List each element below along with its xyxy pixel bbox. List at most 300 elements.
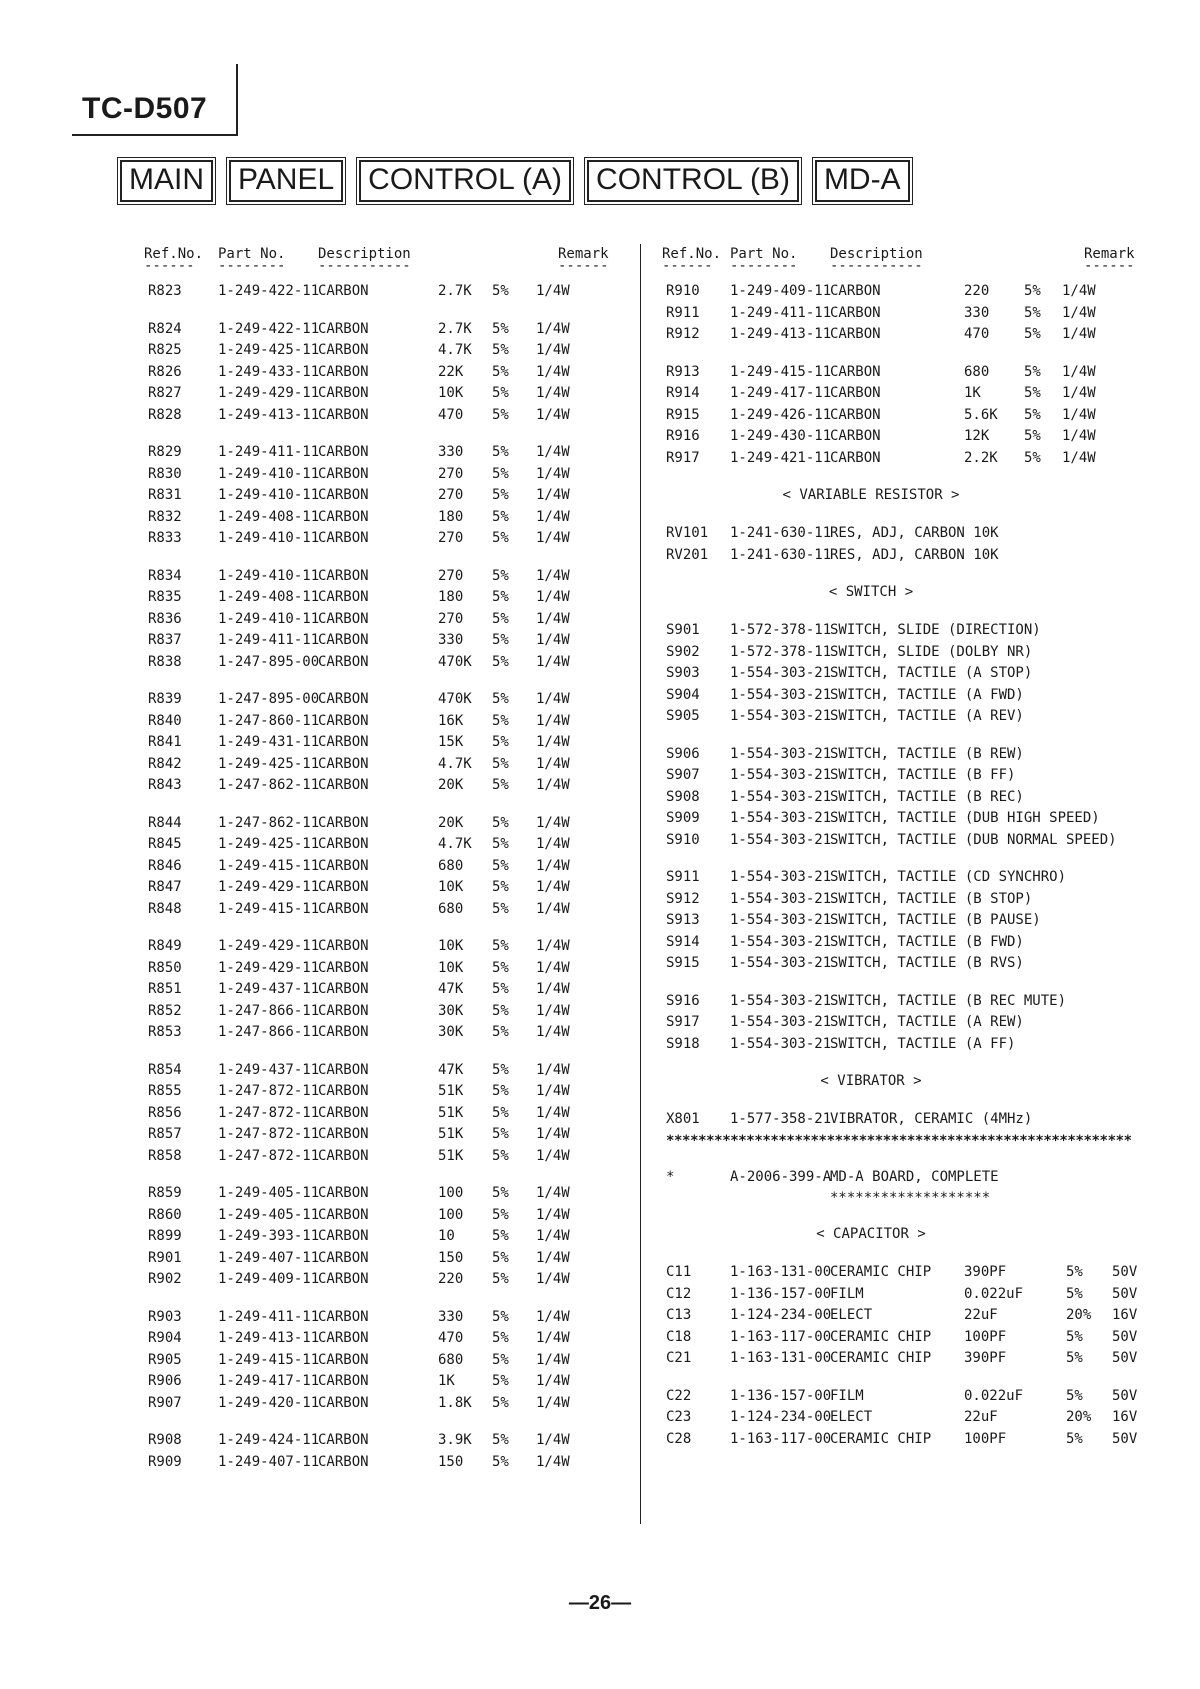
value: 1K [438, 1373, 455, 1389]
tolerance: 5% [1066, 1430, 1083, 1447]
table-row [148, 342, 618, 364]
row-group [148, 444, 618, 552]
remark: 1/4W [536, 900, 570, 917]
table-row [666, 708, 1136, 730]
tolerance: 5% [492, 814, 509, 831]
remark: 1/4W [536, 814, 570, 831]
table-row [148, 1083, 618, 1105]
table-row [148, 444, 618, 466]
table-row [666, 1329, 1136, 1351]
table-row [666, 746, 1136, 768]
tolerance: 5% [492, 857, 509, 874]
remark: 1/4W [536, 487, 570, 503]
part-no: 1-249-433-11 [218, 363, 320, 380]
part-no: 1-249-415-11 [218, 1351, 320, 1368]
description: CERAMIC CHIP [830, 1430, 932, 1447]
tolerance: 5% [492, 1351, 509, 1368]
table-row [666, 1036, 1136, 1058]
description: CARBON [318, 1271, 369, 1287]
tolerance: 5% [492, 342, 509, 358]
part-no: 1-554-303-21 [730, 992, 832, 1009]
value: 100 [438, 1206, 464, 1223]
table-row [148, 815, 618, 837]
table-row [148, 691, 618, 713]
description: CARBON [830, 363, 881, 380]
table-row [148, 487, 618, 509]
ref-no: S915 [666, 955, 700, 971]
remark: 1/4W [1062, 363, 1096, 380]
ref-no: S912 [666, 890, 700, 907]
description: CARBON [318, 508, 369, 525]
header-desc-right: Description [830, 246, 923, 262]
value: 180 [438, 589, 464, 605]
part-no: 1-249-415-11 [730, 363, 832, 380]
remark: 1/4W [1062, 385, 1096, 401]
row-group [666, 622, 1136, 730]
part-no: 1-249-430-11 [730, 428, 832, 444]
separator-stars: ********************************************************** [666, 1132, 1132, 1149]
description: CARBON [318, 1308, 369, 1325]
ref-no: S910 [666, 831, 700, 848]
description: CARBON [318, 1249, 369, 1266]
remark: 1/4W [536, 734, 570, 750]
table-row [666, 832, 1136, 854]
table-row [148, 1352, 618, 1374]
table-row [666, 1409, 1136, 1431]
rule-desc: ----------- [318, 258, 411, 274]
description: CARBON [318, 1432, 369, 1448]
value: 16K [438, 712, 464, 729]
table-row [148, 283, 618, 305]
rule-remark-right: ------ [1084, 258, 1135, 274]
tolerance: 5% [492, 567, 509, 584]
remark: 1/4W [536, 385, 570, 401]
description: SWITCH, TACTILE (B FF) [830, 767, 1016, 783]
remark: 1/4W [536, 755, 570, 772]
remark: 1/4W [536, 959, 570, 976]
part-no: 1-247-872-11 [218, 1104, 320, 1121]
ref-no: R859 [148, 1185, 182, 1201]
section-capacitor: < CAPACITOR > [816, 1226, 926, 1242]
section-switch: < SWITCH > [828, 584, 914, 600]
voltage: 50V [1112, 1285, 1138, 1302]
remark: 1/4W [536, 632, 570, 648]
board-label-main: MAIN [120, 160, 213, 202]
description: CARBON [830, 406, 881, 423]
remark: 1/4W [536, 508, 570, 525]
table-row [666, 385, 1136, 407]
ref-no: S904 [666, 686, 700, 703]
left-parts-list [148, 283, 618, 1475]
value: 100PF [964, 1430, 1007, 1447]
description: CARBON [318, 900, 369, 917]
part-no: 1-249-429-11 [218, 879, 320, 895]
description: SWITCH, TACTILE (B REW) [830, 745, 1024, 762]
table-row [666, 955, 1136, 977]
description: CARBON [318, 465, 369, 482]
ref-no: R903 [148, 1308, 182, 1325]
remark: 1/4W [536, 1432, 570, 1448]
value: 10 [438, 1228, 455, 1244]
description: CARBON [318, 1228, 369, 1244]
part-no: 1-249-429-11 [218, 938, 320, 954]
table-row [148, 611, 618, 633]
part-no: 1-247-872-11 [218, 1147, 320, 1164]
part-no: 1-247-862-11 [218, 777, 320, 793]
part-no: 1-163-131-00 [730, 1350, 832, 1366]
part-no: 1-554-303-21 [730, 1014, 832, 1030]
table-row [666, 622, 1136, 644]
table-row [666, 1014, 1136, 1036]
value: 150 [438, 1249, 464, 1266]
part-no: 1-163-117-00 [730, 1430, 832, 1447]
description: CARBON [318, 530, 369, 546]
tolerance: 5% [492, 363, 509, 380]
model-title: TC-D507 [82, 92, 208, 125]
ref-no: R907 [148, 1394, 182, 1411]
description: CARBON [318, 487, 369, 503]
tolerance: 5% [492, 691, 509, 707]
description: SWITCH, TACTILE (A STOP) [830, 665, 1033, 681]
board-label-panel: PANEL [229, 160, 343, 202]
remark: 1/4W [536, 530, 570, 546]
value: 270 [438, 610, 464, 627]
description: CARBON [318, 1083, 369, 1099]
tolerance: 5% [1024, 283, 1041, 299]
remark: 1/4W [536, 1083, 570, 1099]
ref-no: R906 [148, 1373, 182, 1389]
part-no: 1-247-895-00 [218, 653, 320, 670]
remark: 1/4W [1062, 428, 1096, 444]
tolerance: 5% [492, 959, 509, 976]
ref-no: R841 [148, 734, 182, 750]
table-row [148, 960, 618, 982]
remark: 1/4W [536, 1061, 570, 1078]
tolerance: 5% [492, 734, 509, 750]
ref-no: X801 [666, 1111, 700, 1127]
value: 0.022uF [964, 1285, 1024, 1302]
table-row [148, 589, 618, 611]
value: 2.2K [964, 449, 998, 466]
board-label-md-a: MD-A [815, 160, 910, 202]
ref-no: R837 [148, 632, 182, 648]
part-no: 1-249-407-11 [218, 1249, 320, 1266]
tolerance: 5% [492, 900, 509, 917]
ref-no: R824 [148, 320, 182, 337]
description: MD-A BOARD, COMPLETE [830, 1168, 999, 1185]
remark: 1/4W [536, 283, 570, 299]
description: CARBON [318, 1206, 369, 1223]
remark: 1/4W [536, 653, 570, 670]
description: CARBON [318, 320, 369, 337]
tolerance: 5% [1066, 1387, 1083, 1404]
description: CARBON [318, 283, 369, 299]
table-row [148, 901, 618, 923]
table-row [666, 1388, 1136, 1410]
ref-no: R905 [148, 1351, 182, 1368]
part-no: 1-249-408-11 [218, 589, 320, 605]
ref-no: R917 [666, 449, 700, 466]
table-row [148, 879, 618, 901]
table-row [666, 283, 1136, 305]
table-row [148, 1432, 618, 1454]
part-no: 1-554-303-21 [730, 745, 832, 762]
row-group [666, 1388, 1136, 1453]
tolerance: 5% [492, 777, 509, 793]
table-row [148, 1105, 618, 1127]
remark: 1/4W [536, 465, 570, 482]
table-row [148, 777, 618, 799]
remark: 1/4W [536, 1206, 570, 1223]
description: CARBON [830, 283, 881, 299]
tolerance: 5% [1066, 1328, 1083, 1345]
value: 270 [438, 530, 464, 546]
voltage: 50V [1112, 1264, 1138, 1280]
table-row [666, 364, 1136, 386]
tolerance: 5% [1024, 385, 1041, 401]
remark: 1/4W [536, 777, 570, 793]
tolerance: 5% [492, 879, 509, 895]
tolerance: 5% [492, 1271, 509, 1287]
ref-no: R835 [148, 589, 182, 605]
ref-no: R827 [148, 385, 182, 401]
remark: 1/4W [536, 1104, 570, 1121]
table-row [148, 1148, 618, 1170]
tolerance: 5% [492, 444, 509, 460]
description: SWITCH, TACTILE (DUB NORMAL SPEED) [830, 831, 1117, 848]
part-no: 1-249-437-11 [218, 981, 320, 997]
row-group [148, 1432, 618, 1475]
table-row [148, 1250, 618, 1272]
description: SWITCH, SLIDE (DIRECTION) [830, 622, 1041, 638]
section-variable-resistor: < VARIABLE RESISTOR > [782, 487, 960, 503]
tolerance: 5% [492, 1024, 509, 1040]
part-no: 1-249-411-11 [730, 304, 832, 321]
value: 1.8K [438, 1394, 472, 1411]
ref-no: S909 [666, 810, 700, 826]
part-no: 1-249-413-11 [218, 1330, 320, 1346]
tolerance: 5% [492, 1373, 509, 1389]
table-row [148, 1309, 618, 1331]
remark: 1/4W [536, 610, 570, 627]
tolerance: 5% [1024, 363, 1041, 380]
description: SWITCH, TACTILE (B RVS) [830, 955, 1024, 971]
row-group [148, 321, 618, 429]
remark: 1/4W [536, 1373, 570, 1389]
tolerance: 5% [492, 1330, 509, 1346]
table-row [148, 1330, 618, 1352]
description: ELECT [830, 1409, 873, 1425]
value: 180 [438, 508, 464, 525]
ref-no: R901 [148, 1249, 182, 1266]
ref-no: S906 [666, 745, 700, 762]
table-row [666, 326, 1136, 348]
ref-no: R842 [148, 755, 182, 772]
table-row [148, 530, 618, 552]
table-row [666, 665, 1136, 687]
ref-no: C13 [666, 1307, 692, 1323]
value: 22uF [964, 1307, 998, 1323]
description: SWITCH, TACTILE (B REC) [830, 788, 1024, 805]
table-row [666, 1264, 1136, 1286]
part-no: 1-249-425-11 [218, 342, 320, 358]
part-no: 1-249-393-11 [218, 1228, 320, 1244]
value: 390PF [964, 1264, 1007, 1280]
row-group [148, 1309, 618, 1417]
table-row [666, 869, 1136, 891]
row-group [148, 568, 618, 676]
description: SWITCH, TACTILE (B FWD) [830, 933, 1024, 950]
part-no: 1-249-408-11 [218, 508, 320, 525]
description: CARBON [830, 326, 881, 342]
value: 470K [438, 691, 472, 707]
value: 680 [438, 900, 464, 917]
ref-no: R858 [148, 1147, 182, 1164]
value: 47K [438, 1061, 464, 1078]
tolerance: 5% [492, 981, 509, 997]
part-no: 1-249-410-11 [218, 567, 320, 584]
part-no: 1-554-303-21 [730, 665, 832, 681]
row-group [148, 938, 618, 1046]
column-divider [640, 244, 641, 1524]
ref-no: R899 [148, 1228, 182, 1244]
board-label-control-a: CONTROL (A) [359, 160, 571, 202]
value: 12K [964, 428, 990, 444]
remark: 1/4W [1062, 283, 1096, 299]
tolerance: 5% [492, 406, 509, 423]
description: SWITCH, SLIDE (DOLBY NR) [830, 643, 1033, 660]
remark: 1/4W [536, 1249, 570, 1266]
part-no: 1-241-630-11 [730, 525, 832, 541]
header-remark-right: Remark [1084, 246, 1135, 262]
description: SWITCH, TACTILE (B REC MUTE) [830, 992, 1067, 1009]
description: CARBON [318, 363, 369, 380]
part-no: 1-554-303-21 [730, 1035, 832, 1052]
ref-no: S902 [666, 643, 700, 660]
ref-no: R826 [148, 363, 182, 380]
description: FILM [830, 1387, 864, 1404]
remark: 1/4W [536, 444, 570, 460]
table-row [666, 891, 1136, 913]
tolerance: 20% [1066, 1409, 1092, 1425]
value: 51K [438, 1083, 464, 1099]
ref-no: S905 [666, 708, 700, 724]
ref-no: R908 [148, 1432, 182, 1448]
part-no: 1-249-405-11 [218, 1206, 320, 1223]
value: 1K [964, 385, 981, 401]
ref-no: R846 [148, 857, 182, 874]
header-desc: Description [318, 246, 411, 262]
part-no: 1-249-424-11 [218, 1432, 320, 1448]
value: 330 [964, 304, 990, 321]
tolerance: 5% [1024, 449, 1041, 466]
row-group [666, 283, 1136, 348]
table-row [666, 934, 1136, 956]
description: CARBON [318, 1394, 369, 1411]
table-row [148, 938, 618, 960]
table-row [148, 364, 618, 386]
remark: 1/4W [536, 1147, 570, 1164]
tolerance: 5% [492, 1002, 509, 1019]
part-no: 1-249-437-11 [218, 1061, 320, 1078]
row-group [148, 1062, 618, 1170]
description: CERAMIC CHIP [830, 1350, 932, 1366]
value: 0.022uF [964, 1387, 1024, 1404]
description: CARBON [318, 959, 369, 976]
ref-no: R860 [148, 1206, 182, 1223]
part-no: 1-572-378-11 [730, 643, 832, 660]
part-no: 1-249-422-11 [218, 320, 320, 337]
table-row [666, 305, 1136, 327]
table-row [148, 321, 618, 343]
description: CARBON [318, 1330, 369, 1346]
part-no: 1-554-303-21 [730, 955, 832, 971]
tolerance: 5% [1066, 1264, 1083, 1280]
table-row [666, 450, 1136, 472]
ref-no: R845 [148, 836, 182, 852]
description: CARBON [318, 1061, 369, 1078]
part-no: 1-554-303-21 [730, 933, 832, 950]
table-row [148, 734, 618, 756]
table-row [148, 509, 618, 531]
ref-no: R833 [148, 530, 182, 546]
part-no: 1-554-303-21 [730, 686, 832, 703]
ref-no: R852 [148, 1002, 182, 1019]
row-group [666, 1264, 1136, 1372]
part-no: 1-249-410-11 [218, 530, 320, 546]
ref-no: R849 [148, 938, 182, 954]
description: CARBON [318, 691, 369, 707]
remark: 1/4W [536, 567, 570, 584]
description: CARBON [318, 444, 369, 460]
table-row [666, 767, 1136, 789]
row-group [666, 1111, 1136, 1133]
ref-no: R911 [666, 304, 700, 321]
ref-no: R840 [148, 712, 182, 729]
table-row [666, 1307, 1136, 1329]
ref-no: C23 [666, 1409, 692, 1425]
part-no: 1-247-872-11 [218, 1126, 320, 1142]
ref-no: R823 [148, 283, 182, 299]
description: CARBON [318, 1024, 369, 1040]
remark: 1/4W [536, 320, 570, 337]
value: 51K [438, 1147, 464, 1164]
value: 2.7K [438, 283, 472, 299]
table-row [148, 981, 618, 1003]
value: 470 [438, 406, 464, 423]
table-row [666, 1431, 1136, 1453]
tolerance: 5% [492, 1432, 509, 1448]
ref-no: S901 [666, 622, 700, 638]
description: VIBRATOR, CERAMIC (4MHz) [830, 1111, 1033, 1127]
remark: 1/4W [536, 879, 570, 895]
part-no: 1-572-378-11 [730, 622, 832, 638]
description: CARBON [318, 938, 369, 954]
remark: 1/4W [536, 1330, 570, 1346]
ref-no: RV201 [666, 546, 709, 563]
table-row [148, 713, 618, 735]
ref-no: S918 [666, 1035, 700, 1052]
tolerance: 5% [492, 653, 509, 670]
tolerance: 5% [492, 610, 509, 627]
tolerance: 5% [492, 508, 509, 525]
description: CERAMIC CHIP [830, 1328, 932, 1345]
table-row [148, 1185, 618, 1207]
description: CARBON [318, 385, 369, 401]
part-no: 1-249-411-11 [218, 1308, 320, 1325]
remark: 1/4W [536, 857, 570, 874]
part-no: 1-249-417-11 [730, 385, 832, 401]
